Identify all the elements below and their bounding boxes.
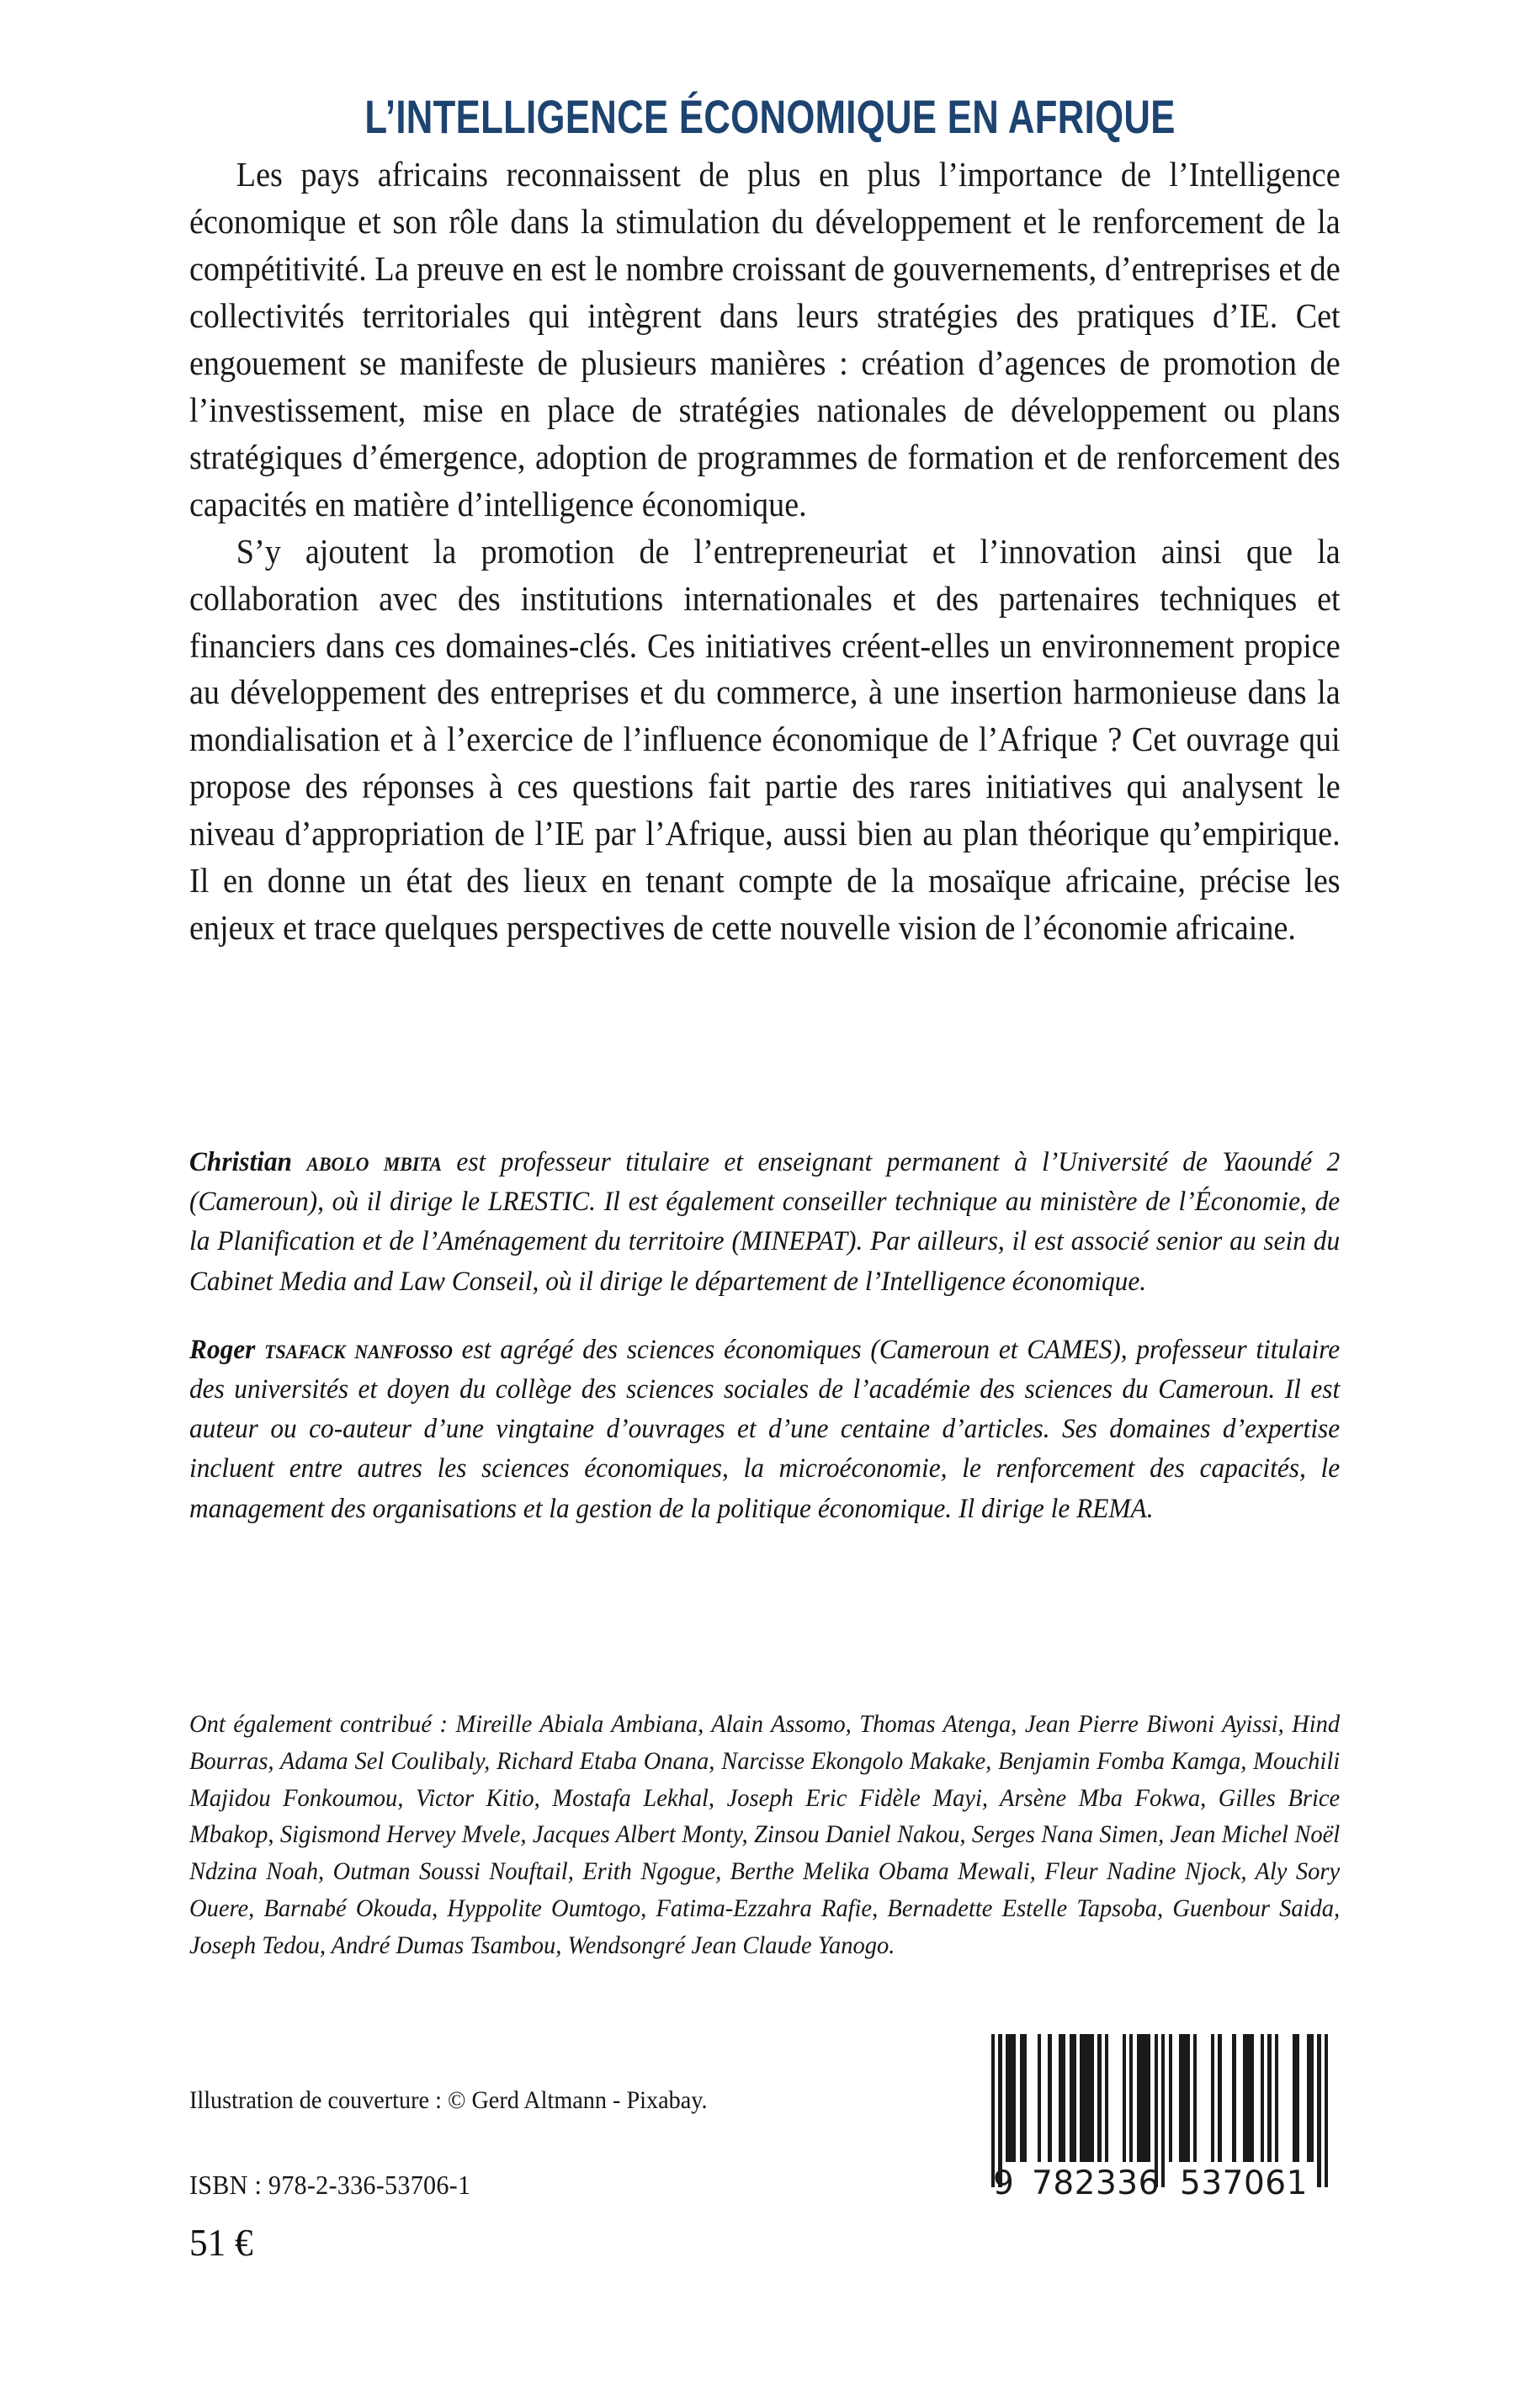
barcode-bar	[1038, 2034, 1041, 2162]
contributors-names: Mireille Abiala Ambiana, Alain Assomo, Thomas Atenga, Jean Pierre Biwoni Ayissi, Hind Bourras, Adama Sel Coulibaly, Richard Etaba Onana, Narcisse Ekongolo Makake, Benjamin Fomba Kamga, Mouchili Majidou Fonkoumou, Victor Kitio, Mostafa Lekhal, Joseph Eric Fidèle Mayi, Arsène Mba Fokwa, Gilles Brice Mbakop, Sigismond Hervey Mvele, Jacques Albert Monty, Zinsou Daniel Nakou, Serges Nana Simen, Jean Michel Noël Ndzina Noah, Outman Soussi Nouftail, Erith Ngogue, Berthe Melika Obama Mewali, Fleur Nadine Njock, Aly Sory Ouere, Barnabé Okouda, Hyppolite Oumtogo, Fatima-Ezzahra Rafie, Bernadette Estelle Tapsoba, Guenbour Saida, Joseph Tedou, André Dumas Tsambou, Wendsongré Jean Claude Yanogo.	[189, 1710, 1341, 1959]
author-2-first-name: Roger	[189, 1334, 256, 1365]
barcode-bar	[1243, 2034, 1254, 2162]
author-1-first-name: Christian	[189, 1147, 293, 1177]
author-2-name	[189, 1335, 453, 1365]
barcode-bar	[1097, 2034, 1101, 2162]
barcode-bar	[1193, 2034, 1197, 2162]
barcode-bar	[1105, 2034, 1108, 2162]
barcode-bar	[1048, 2034, 1051, 2162]
author-bio-1	[189, 1143, 1340, 1302]
barcode-bar	[1267, 2034, 1271, 2162]
page-title: L’INTELLIGENCE ÉCONOMIQUE EN AFRIQUE	[364, 89, 1176, 143]
barcode-bar	[1080, 2034, 1094, 2162]
barcode-bar	[1218, 2034, 1221, 2162]
barcode-bar	[1232, 2034, 1235, 2162]
barcode-bar	[1261, 2034, 1264, 2162]
barcode-right-group: 537061	[1180, 2165, 1308, 2202]
author-2-last-name: tsafack nanfosso	[264, 1334, 453, 1365]
blurb-paragraph-1: Les pays africains reconnaissent de plus en plus l’importance de l’Intelligence économique et son rôle dans la stimulation du développement et le renforcement de la compétitivité. La preuve en est le nombre croissant de gouvernements, d’entreprises et de collectivités territoriales qui intègrent dans leurs stratégies des pratiques d’IE. Cet engouement se manifeste de plusieurs manières : création d’agences de promotion de l’investissement, mise en place de stratégies nationales de développement ou plans stratégiques d’émergence, adoption de programmes de formation et de renforcement des capacités en matière d’intelligence économique.	[189, 155, 1341, 523]
barcode-bar	[1123, 2034, 1126, 2162]
barcode-bar	[1137, 2034, 1151, 2162]
author-1-name	[189, 1147, 442, 1177]
barcode-left-group: 782336	[1032, 2165, 1160, 2202]
barcode-digits	[991, 2165, 1328, 2202]
barcode-bar	[1006, 2034, 1017, 2162]
price-label: 51 €	[189, 2221, 253, 2264]
barcode-bar	[1070, 2034, 1076, 2162]
ean13-barcode	[991, 2034, 1328, 2228]
barcode-bar	[1317, 2034, 1320, 2187]
barcode-lead-digit: 9	[993, 2165, 1015, 2202]
barcode-bar	[1169, 2034, 1172, 2162]
illustration-credit: Illustration de couverture : © Gerd Altmann - Pixabay.	[189, 2086, 708, 2114]
barcode-bar	[1179, 2034, 1190, 2162]
barcode-bar	[1129, 2034, 1133, 2162]
author-1-last-name: abolo mbita	[306, 1147, 443, 1177]
contributors-paragraph	[189, 1706, 1340, 1964]
barcode-bar	[1293, 2034, 1299, 2162]
author-2-bio-text: est agrégé des sciences économiques (Cameroun et CAMES), professeur titulaire des universités et doyen du collège des sciences sociales de l’académie des sciences du Cameroun. Il est auteur ou co-auteur d’une vingtaine d’ouvrages et d’une centaine d’articles. Ses domaines d’expertise incluent entre autres les sciences économiques, la microéconomie, le renforcement des capacités, le management des organisations et la gestion de la politique économique. Il dirige le REMA.	[189, 1334, 1341, 1524]
isbn-line: ISBN : 978-2-336-53706-1	[189, 2170, 471, 2200]
blurb-text	[189, 151, 1341, 952]
contributors-block	[189, 1706, 1341, 1964]
blurb-paragraph-2: S’y ajoutent la promotion de l’entrepreneuriat et l’innovation ainsi que la collaboration avec des institutions internationales et des partenaires techniques et financiers dans ces domaines-clés. Ces initiatives créent-elles un environnement propice au développement des entreprises et du commerce, à une insertion harmonieuse dans la mondialisation et à l’exercice de l’influence économique de l’Afrique ? Cet ouvrage qui propose des réponses à ces questions fait partie des rares initiatives qui analysent le niveau d’appropriation de l’IE par l’Afrique, aussi bien au plan théorique qu’empirique. Il en donne un état des lieux en tenant compte de la mosaïque africaine, précise les enjeux et trace quelques perspectives de cette nouvelle vision de l’économie africaine.	[189, 531, 1341, 948]
barcode-bar	[1307, 2034, 1314, 2162]
barcode-bar	[1059, 2034, 1065, 2162]
barcode-bar	[1275, 2034, 1278, 2162]
author-bios	[189, 1143, 1341, 1529]
barcode-bar	[1161, 2034, 1165, 2187]
barcode-bar	[1325, 2034, 1328, 2187]
author-bio-2	[189, 1331, 1340, 1529]
barcode-bar	[1020, 2034, 1027, 2162]
contributors-label: Ont également contribué :	[189, 1710, 456, 1738]
barcode-bar	[1211, 2034, 1214, 2162]
author-1-bio-text: est professeur titulaire et enseignant permanent à l’Université de Yaoundé 2 (Cameroun), où il dirige le LRESTIC. Il est également conseiller technique au ministère de l’Économie, de la Planification et de l’Aménagement du territoire (MINEPAT). Par ailleurs, il est associé senior au sein du Cabinet Media and Law Conseil, où il dirige le département de l’Intelligence économique.	[189, 1147, 1341, 1297]
